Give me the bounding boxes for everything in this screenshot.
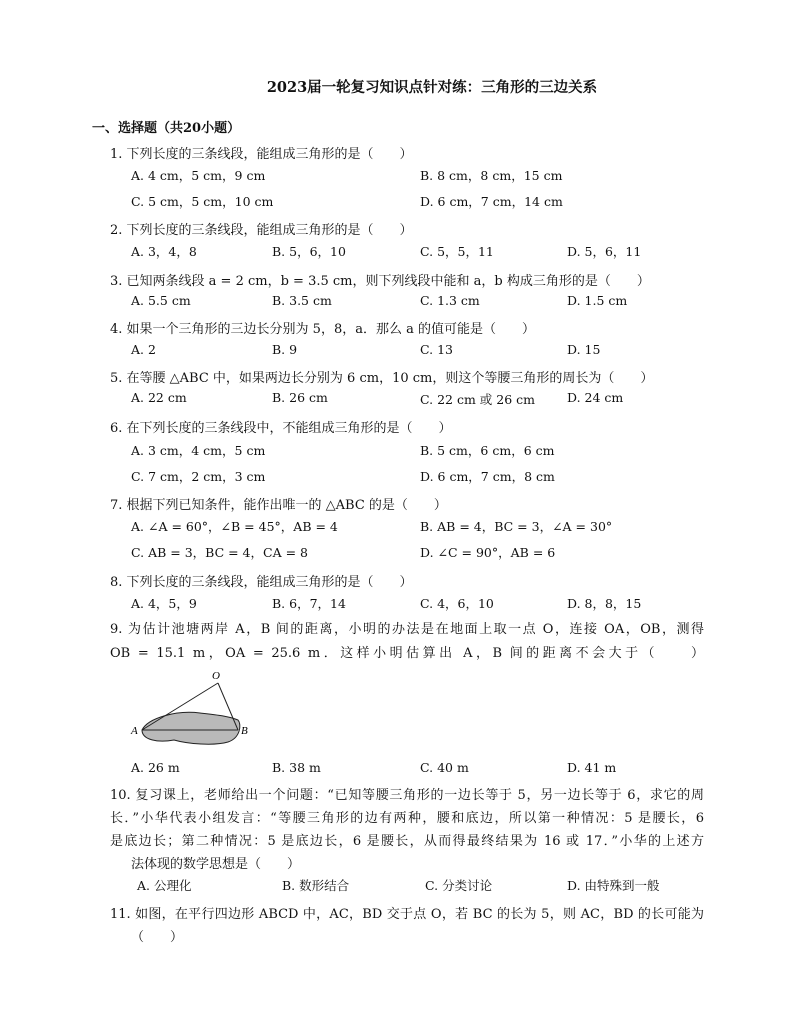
question-9-option-c[interactable]: C. 40 m: [420, 760, 469, 775]
question-7-option-d[interactable]: D. ∠C = 90°，AB = 6: [420, 545, 556, 560]
question-1-option-c[interactable]: C. 5 cm，5 cm，10 cm: [131, 194, 274, 209]
question-10-option-d[interactable]: D. 由特殊到一般: [567, 878, 660, 893]
question-6-option-b[interactable]: B. 5 cm，6 cm，6 cm: [420, 443, 555, 458]
point-label-o: O: [212, 670, 220, 682]
question-11-stem-line-1: 11. 如图，在平行四边形 ABCD 中，AC，BD 交于点 O，若 BC 的长为 5，则 AC，BD 的长可能为: [110, 907, 704, 922]
question-8-option-b[interactable]: B. 6，7，14: [272, 596, 346, 611]
question-9-option-b[interactable]: B. 38 m: [272, 760, 321, 775]
question-5-stem: 5. 在等腰 △ABC 中，如果两边长分别为 6 cm，10 cm，则这个等腰三角形的周长为（ ）: [110, 371, 654, 386]
question-2-option-d[interactable]: D. 5，6，11: [567, 244, 642, 259]
question-1-stem: 1. 下列长度的三条线段，能组成三角形的是（ ）: [110, 147, 413, 162]
question-2-option-a[interactable]: A. 3，4，8: [131, 244, 197, 259]
pond-figure: [128, 668, 258, 748]
question-6-option-c[interactable]: C. 7 cm，2 cm，3 cm: [131, 469, 266, 484]
question-3-option-d[interactable]: D. 1.5 cm: [567, 293, 628, 308]
question-6-stem: 6. 在下列长度的三条线段中，不能组成三角形的是（ ）: [110, 421, 452, 436]
point-label-b: B: [241, 725, 248, 737]
question-8-option-c[interactable]: C. 4，6，10: [420, 596, 494, 611]
question-11-stem-line-2: （ ）: [131, 930, 184, 945]
question-7-option-a[interactable]: A. ∠A = 60°，∠B = 45°，AB = 4: [131, 519, 338, 534]
question-9-stem-line-2: OB = 15.1 m，OA = 25.6 m．这样小明估算出 A，B 间的距离不会大于（ ）: [110, 646, 704, 661]
question-4-option-c[interactable]: C. 13: [420, 342, 453, 357]
question-2-option-c[interactable]: C. 5，5，11: [420, 244, 494, 259]
question-5-option-d[interactable]: D. 24 cm: [567, 390, 624, 405]
question-5-option-b[interactable]: B. 26 cm: [272, 390, 328, 405]
question-3-option-a[interactable]: A. 5.5 cm: [131, 293, 191, 308]
question-4-option-a[interactable]: A. 2: [131, 342, 156, 357]
question-3-option-b[interactable]: B. 3.5 cm: [272, 293, 332, 308]
question-8-option-d[interactable]: D. 8，8，15: [567, 596, 642, 611]
question-10-option-c[interactable]: C. 分类讨论: [425, 878, 493, 893]
question-10-stem-line-4: 法体现的数学思想是（ ）: [131, 857, 301, 872]
question-3-stem: 3. 已知两条线段 a = 2 cm，b = 3.5 cm，则下列线段中能和 a，b 构成三角形的是（ ）: [110, 274, 650, 289]
question-6-option-a[interactable]: A. 3 cm，4 cm，5 cm: [131, 443, 266, 458]
question-4-option-b[interactable]: B. 9: [272, 342, 298, 357]
question-9-option-d[interactable]: D. 41 m: [567, 760, 617, 775]
question-2-option-b[interactable]: B. 5，6，10: [272, 244, 346, 259]
question-7-option-b[interactable]: B. AB = 4，BC = 3，∠A = 30°: [420, 519, 613, 534]
question-10-stem-line-2: 长．”小华代表小组发言：“等腰三角形的边有两种，腰和底边，所以第一种情况：5 是腰长，6: [110, 811, 704, 826]
section-heading: 一、选择题（共20小题）: [92, 121, 241, 136]
question-6-option-d[interactable]: D. 6 cm，7 cm，8 cm: [420, 469, 555, 484]
question-10-stem-line-3: 是底边长；第二种情况：5 是底边长，6 是腰长，从而得最终结果为 16 或 17．”小华的上述方: [110, 834, 704, 849]
question-9-stem-line-1: 9. 为估计池塘两岸 A，B 间的距离，小明的办法是在地面上取一点 O，连接 OA，OB，测得: [110, 622, 704, 637]
question-1-option-b[interactable]: B. 8 cm，8 cm，15 cm: [420, 168, 563, 183]
question-3-option-c[interactable]: C. 1.3 cm: [420, 293, 480, 308]
question-5-option-c[interactable]: C. 22 cm 或 26 cm: [420, 392, 535, 407]
question-2-stem: 2. 下列长度的三条线段，能组成三角形的是（ ）: [110, 223, 413, 238]
question-4-stem: 4. 如果一个三角形的三边长分别为 5，8，a．那么 a 的值可能是（ ）: [110, 322, 535, 337]
question-8-stem: 8. 下列长度的三条线段，能组成三角形的是（ ）: [110, 575, 413, 590]
question-7-option-c[interactable]: C. AB = 3，BC = 4，CA = 8: [131, 545, 308, 560]
question-1-option-d[interactable]: D. 6 cm，7 cm，14 cm: [420, 194, 563, 209]
point-label-a: A: [131, 725, 138, 737]
question-10-option-a[interactable]: A. 公理化: [137, 878, 192, 893]
question-9-option-a[interactable]: A. 26 m: [131, 760, 180, 775]
question-10-option-b[interactable]: B. 数形结合: [282, 878, 350, 893]
question-5-option-a[interactable]: A. 22 cm: [131, 390, 187, 405]
question-1-option-a[interactable]: A. 4 cm，5 cm，9 cm: [131, 168, 266, 183]
page-title: 2023届一轮复习知识点针对练：三角形的三边关系: [266, 79, 598, 96]
pond-shape: [142, 712, 240, 744]
question-7-stem: 7. 根据下列已知条件，能作出唯一的 △ABC 的是（ ）: [110, 498, 447, 513]
question-10-stem-line-1: 10. 复习课上，老师给出一个问题：“已知等腰三角形的一边长等于 5，另一边长等于 6，求它的周: [110, 788, 704, 803]
question-4-option-d[interactable]: D. 15: [567, 342, 601, 357]
question-8-option-a[interactable]: A. 4，5，9: [131, 596, 197, 611]
